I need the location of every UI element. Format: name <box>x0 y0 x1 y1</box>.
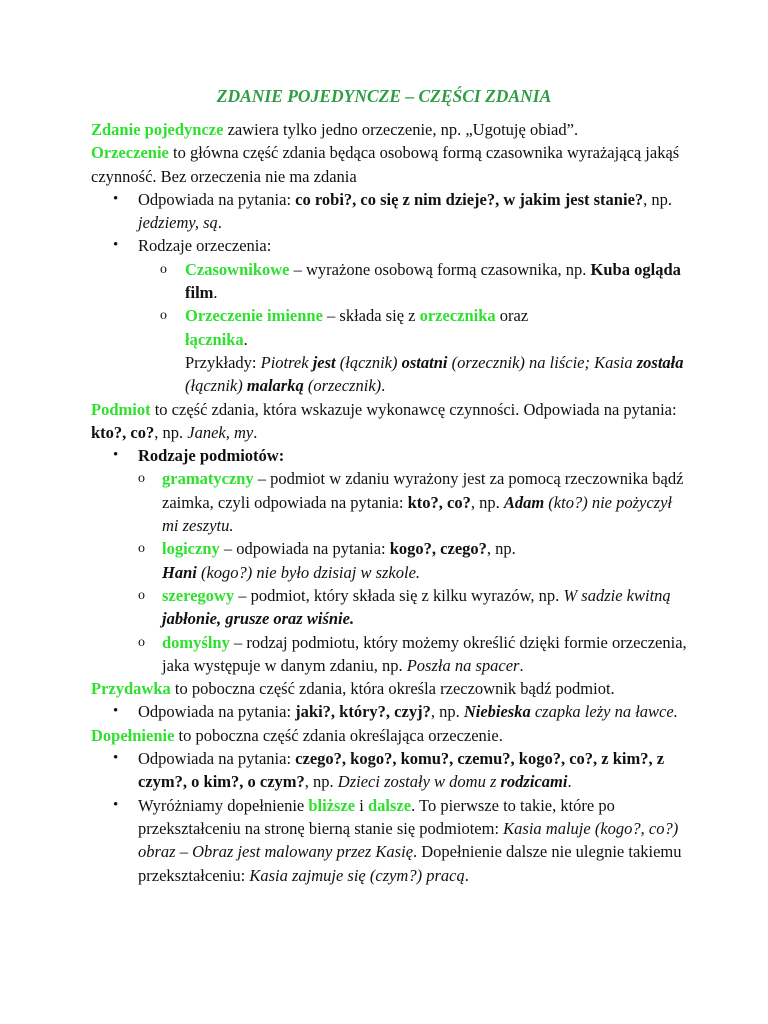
term-blizsze: bliższe <box>308 795 356 815</box>
term-podmiot: Podmiot <box>91 399 151 419</box>
bullet-text: . <box>519 655 524 675</box>
term-dopelnienie: Dopełnienie <box>91 725 175 745</box>
list-item <box>91 631 691 678</box>
example-bold-italic: została <box>636 352 684 372</box>
list-item <box>91 794 691 887</box>
przydawka-list <box>91 700 691 723</box>
bullet-text: – odpowiada na pytania: <box>219 539 390 559</box>
bullet-text: – podmiot, który składa się z kilku wyrazów, np. <box>234 585 564 605</box>
example-italic: (orzecznik) na liście; Kasia <box>447 352 637 372</box>
dopelnienie-text: to poboczna część zdania określająca orzeczenie. <box>174 725 503 745</box>
bullet-text: , np. <box>643 189 673 209</box>
example-italic: Kasia zajmuje się (czym?) pracą <box>249 865 465 885</box>
orzeczenie-list <box>91 188 691 258</box>
example-italic: W sadzie kwitną <box>563 585 671 605</box>
example-bold-italic: Adam <box>503 492 545 512</box>
intro-text: zawiera tylko jedno orzeczenie, np. „Ugotuję obiad”. <box>223 120 579 139</box>
podmiot-types-label: Rodzaje podmiotów: <box>138 446 285 466</box>
bullet-text: Odpowiada na pytania: <box>138 702 296 722</box>
podmiot-text: . <box>253 422 258 442</box>
list-item <box>91 258 691 305</box>
bullet-text: – rodzaj podmiotu, który możemy określić dzięki formie orzeczenia, jaka występuje w danym zdaniu, np. <box>162 632 687 675</box>
bullet-text: Odpowiada na pytania: <box>138 189 296 209</box>
podmiot-list <box>91 444 691 467</box>
bullet-text: . <box>213 283 218 303</box>
orzeczenie-paragraph <box>91 141 691 188</box>
list-item <box>91 444 691 467</box>
example-italic: Poszła na spacer <box>406 655 520 675</box>
podmiot-text: , np. <box>154 422 188 442</box>
list-item <box>91 584 691 631</box>
term-dalsze: dalsze <box>367 795 412 815</box>
term-orzeczenie-imienne: Orzeczenie imienne <box>185 306 323 326</box>
term-przydawka: Przydawka <box>91 679 171 699</box>
term-szeregowy: szeregowy <box>162 585 235 605</box>
podmiot-types-list <box>91 467 691 677</box>
example-italic: Janek, my <box>187 422 254 442</box>
questions-bold: kogo?, czego? <box>389 539 487 559</box>
bullet-text: , np. <box>470 492 504 512</box>
example-bold-italic: jabłonie, grusze oraz wiśnie. <box>162 609 355 629</box>
list-item <box>91 188 691 235</box>
bullet-text: Wyróżniamy dopełnienie <box>138 795 309 815</box>
example-italic: czapka leży na ławce. <box>530 702 678 722</box>
intro-paragraph <box>91 118 691 141</box>
example-bold-italic: jest <box>312 352 336 372</box>
bullet-text: , np. <box>486 539 516 559</box>
orzeczenie-text: to główna część zdania będąca osobową formą czasownika wyrażającą jakąś czynność. Bez orzeczenia nie ma zdania <box>91 143 680 186</box>
term-zdanie-pojedyncze: Zdanie pojedyncze <box>91 120 224 139</box>
bullet-text: , np. <box>304 772 338 792</box>
document-title: ZDANIE POJEDYNCZE – CZĘŚCI ZDANIA <box>216 86 552 106</box>
term-domyslny: domyślny <box>162 632 230 652</box>
bullet-text: – składa się z <box>322 306 420 326</box>
example-bold-italic: Niebieska <box>463 702 531 722</box>
example-italic: (kto?) nie pożyczył mi zeszytu. <box>162 492 672 536</box>
example-italic: (kogo?) nie było dzisiaj w szkole. <box>196 562 421 582</box>
dopelnienie-list <box>91 747 691 887</box>
term-gramatyczny: gramatyczny <box>162 469 254 489</box>
example-italic: (łącznik) <box>335 352 402 372</box>
document-body <box>91 118 691 887</box>
bullet-text: oraz <box>495 306 529 326</box>
example-bold: Kuba ogląda film <box>185 259 681 303</box>
bullet-text: . <box>217 213 222 233</box>
list-item <box>91 467 691 537</box>
term-orzecznik: orzecznika <box>419 306 496 326</box>
bullet-text: , np. <box>430 702 464 722</box>
przydawka-paragraph <box>91 677 691 700</box>
bullet-text: . <box>464 865 469 885</box>
bullet-text: . <box>567 772 572 792</box>
podmiot-text: to część zdania, która wskazuje wykonawcę czynności. Odpowiada na pytania: <box>150 399 677 419</box>
term-lacznik: łącznika <box>185 329 244 349</box>
bullet-text: – wyrażone osobową formą czasownika, np. <box>289 259 591 279</box>
term-orzeczenie: Orzeczenie <box>91 143 169 163</box>
examples-label: Przykłady: <box>185 352 261 372</box>
list-item <box>91 700 691 723</box>
example-bold-italic: rodzicami <box>500 772 568 792</box>
list-item <box>91 747 691 794</box>
podmiot-paragraph <box>91 398 691 445</box>
questions-bold: kto?, co? <box>407 492 471 512</box>
orzeczenie-types-list <box>91 258 691 398</box>
dopelnienie-paragraph <box>91 724 691 747</box>
term-czasownikowe: Czasownikowe <box>185 259 290 279</box>
example-italic: Piotrek <box>260 352 313 372</box>
bullet-text: . <box>243 329 248 349</box>
example-italic: Dzieci zostały w domu z <box>337 772 501 792</box>
term-logiczny: logiczny <box>162 539 220 559</box>
example-italic: (łącznik) <box>185 376 247 396</box>
example-italic: jedziemy, są <box>138 213 218 233</box>
questions-bold: jaki?, który?, czyj? <box>295 702 431 722</box>
bullet-text: – podmiot w zdaniu wyrażony jest za pomocą rzeczownika bądź zaimka, czyli odpowiada na pytania: <box>162 469 684 512</box>
example-italic: Kasia maluje (kogo?, co?) obraz – Obraz jest malowany przez Kasię <box>138 818 679 862</box>
list-item <box>91 234 691 257</box>
example-bold-italic: ostatni <box>401 352 448 372</box>
questions-bold: czego?, kogo?, komu?, czemu?, kogo?, co?, z kim?, z czym?, o kim?, o czym? <box>138 749 665 792</box>
list-item <box>91 537 691 584</box>
bullet-text: i <box>355 795 368 815</box>
bullet-text: Rodzaje orzeczenia: <box>138 236 272 256</box>
bullet-text: . <box>381 376 386 396</box>
bullet-text: . To pierwsze to takie, które po przekształceniu na stronę bierną stanie się podmiotem: <box>138 795 615 838</box>
example-bold-italic: malarką <box>246 376 304 396</box>
questions-bold: co robi?, co się z nim dzieje?, w jakim jest stanie? <box>295 189 644 209</box>
questions-bold: kto?, co? <box>91 422 155 442</box>
list-item <box>91 304 691 397</box>
example-bold-italic: Hani <box>162 562 197 582</box>
przydawka-text: to poboczna część zdania, która określa rzeczownik bądź podmiot. <box>170 679 615 699</box>
bullet-text: . Dopełnienie dalsze nie ulegnie takiemu przekształceniu: <box>138 842 682 885</box>
example-italic: (orzecznik) <box>303 376 382 396</box>
bullet-text: Odpowiada na pytania: <box>138 749 296 769</box>
